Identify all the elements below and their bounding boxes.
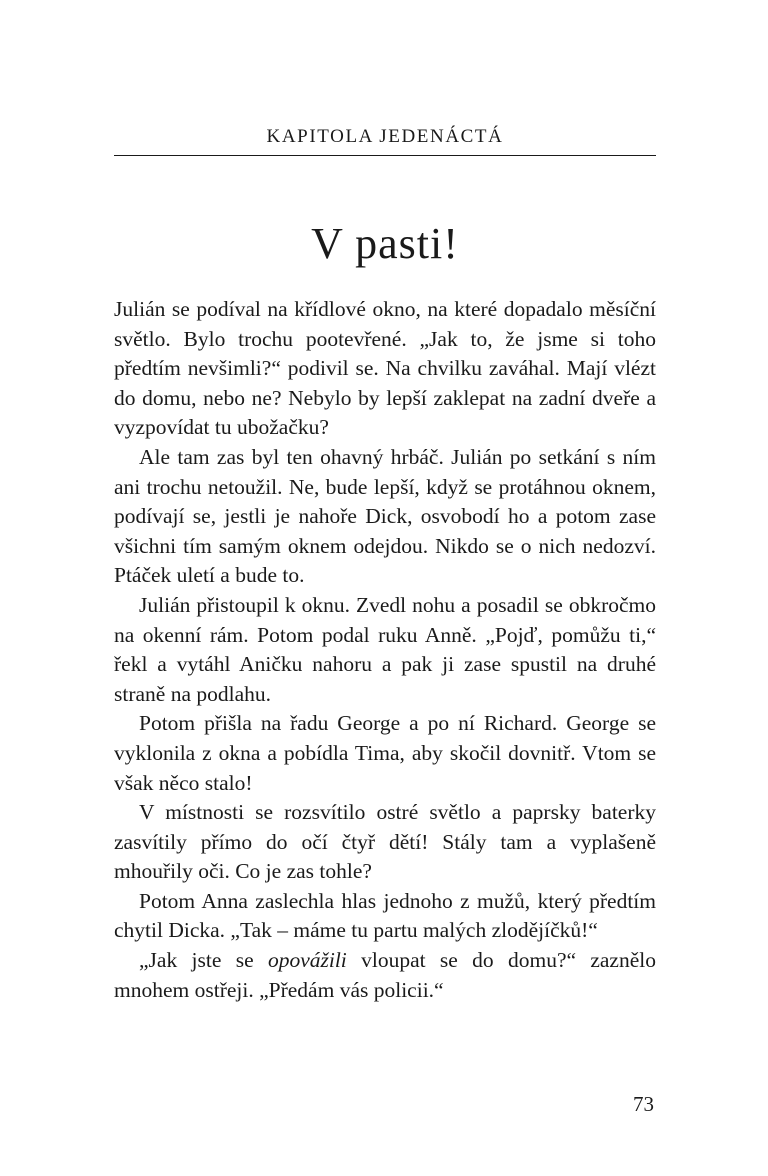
paragraph-7-emphasis: opovážili bbox=[267, 948, 347, 973]
chapter-title: V pasti! bbox=[311, 219, 459, 268]
paragraph-3: Julián přistoupil k oknu. Zvedl nohu a posadil se obkročmo na okenní rám. Potom podal ruku Anně. „Pojď, pomůžu ti,“ řekl a vytáhl Aničku nahoru a pak ji zase spustil na druhé straně na podlahu. bbox=[114, 592, 656, 706]
paragraph-6: Potom Anna zaslechla hlas jednoho z mužů, který předtím chytil Dicka. „Tak – máme tu partu malých zlodějíčků!“ bbox=[114, 888, 656, 943]
paragraph-5: V místnosti se rozsvítilo ostré světlo a paprsky baterky zasvítily přímo do očí čtyř dětí! Stály tam a vyplašeně mhouřily oči. Co je zas tohle? bbox=[114, 800, 656, 884]
paragraph-2: Ale tam zas byl ten ohavný hrbáč. Julián po setkání s ním ani trochu netoužil. Ne, bude lepší, když se protáhnou oknem, podívají se, jestli je nahoře Dick, osvobodí ho a potom zase všichni tím samým oknem odejdou. Nikdo se o nich nedozví. Ptáček uletí a bude to. bbox=[114, 444, 656, 588]
running-head: KAPITOLA JEDENÁCTÁ bbox=[266, 126, 504, 147]
paragraph-7 bbox=[114, 946, 656, 1005]
body-text bbox=[114, 295, 656, 1005]
page-number: 73 bbox=[633, 1092, 654, 1116]
paragraph-7-before: „Jak jste se bbox=[139, 948, 268, 973]
header-rule bbox=[114, 155, 656, 156]
paragraph-7-after: vloupat se do domu?“ zaznělo mnohem ostřeji. „Předám vás policii.“ bbox=[114, 948, 656, 1002]
paragraph-4: Potom přišla na řadu George a po ní Richard. George se vyklonila z okna a pobídla Tima, aby skočil dovnitř. Vtom se však něco stalo! bbox=[114, 711, 656, 795]
paragraph-1: Julián se podíval na křídlové okno, na které dopadalo měsíční světlo. Bylo trochu pootevřené. „Jak to, že jsme si toho předtím nevšimli?“ podivil se. Na chvilku zaváhal. Mají vlézt do domu, nebo ne? Nebylo by lepší zaklepat na zadní dveře a vyzpovídat tu ubožačku? bbox=[114, 297, 656, 440]
